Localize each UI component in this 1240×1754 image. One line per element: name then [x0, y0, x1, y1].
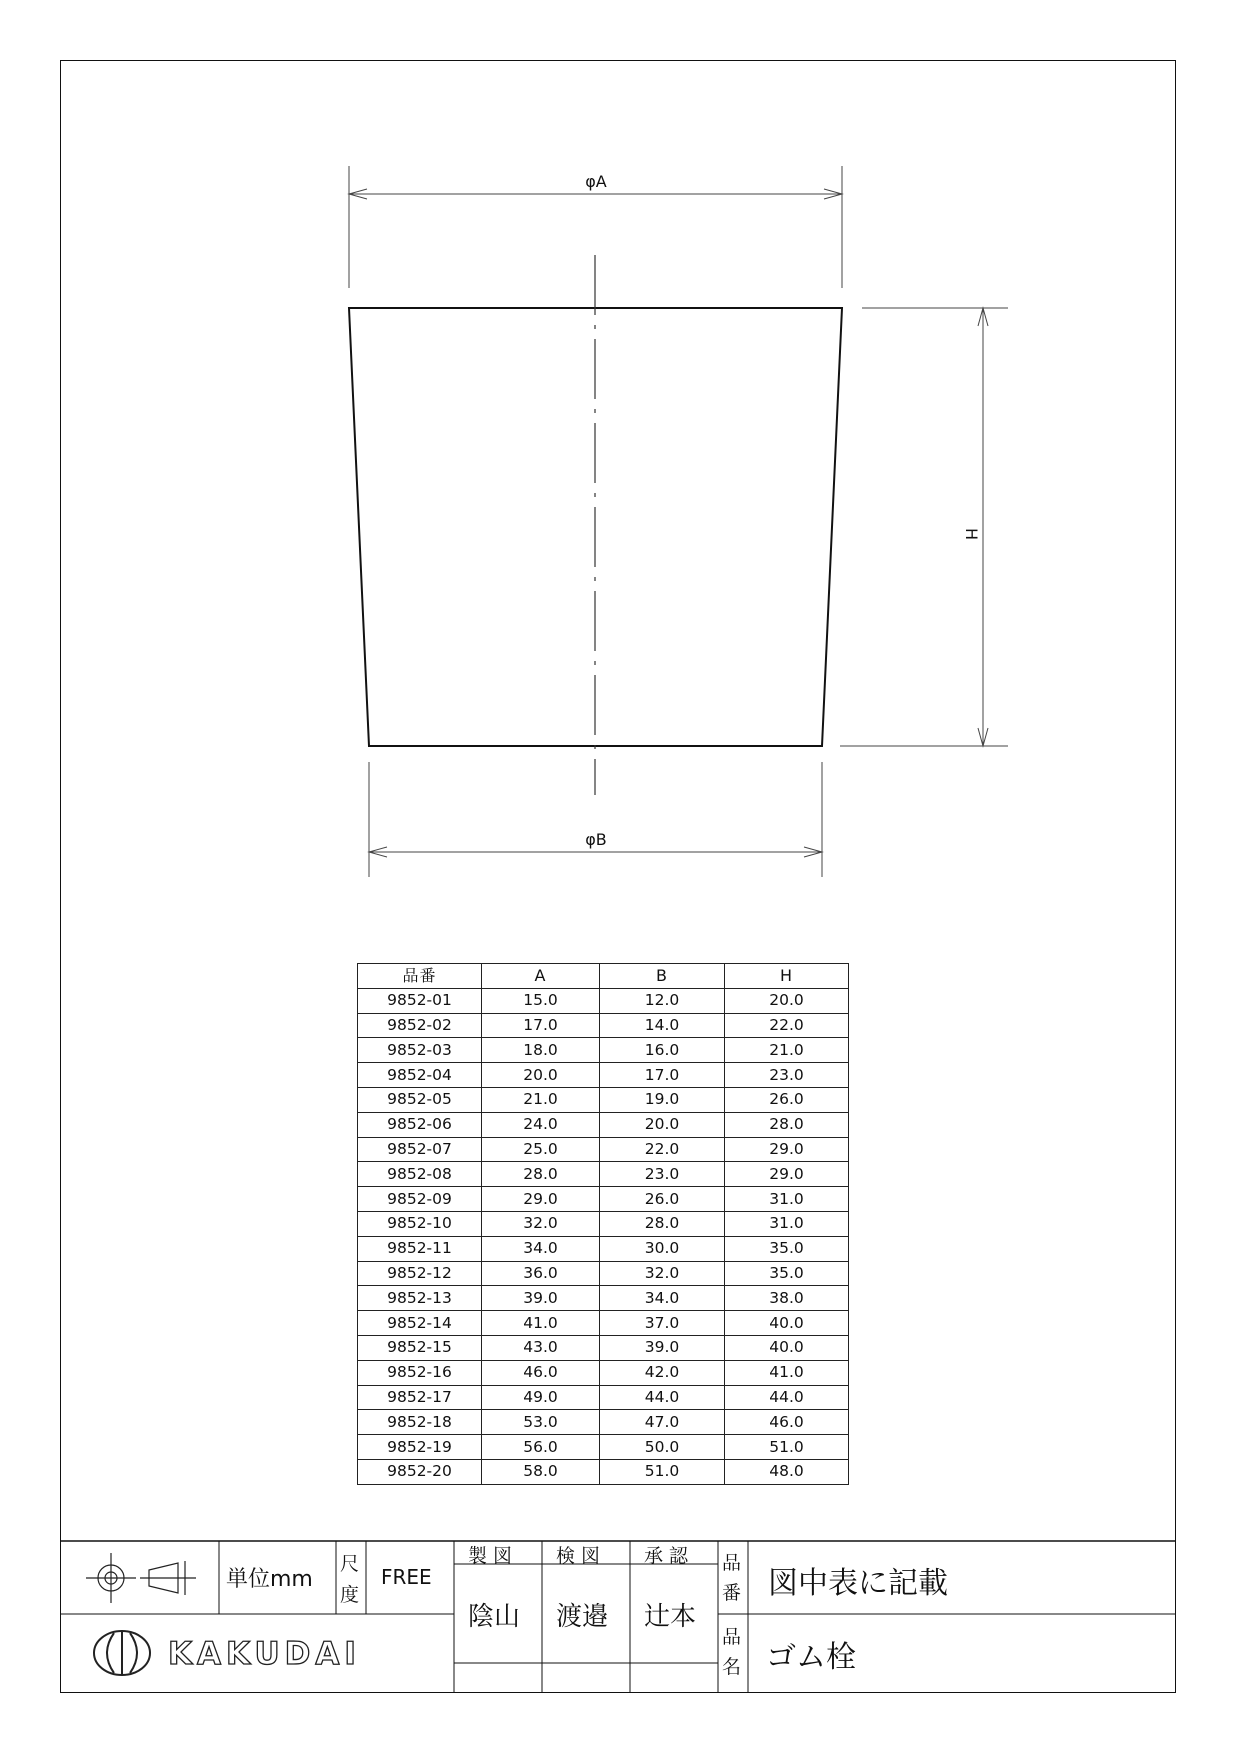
cell-part-no: 9852-12 [358, 1261, 482, 1286]
cell-a: 56.0 [482, 1435, 600, 1460]
cell-h: 46.0 [725, 1410, 849, 1435]
cell-part-no: 9852-15 [358, 1335, 482, 1360]
cell-a: 20.0 [482, 1063, 600, 1088]
cell-part-no: 9852-17 [358, 1385, 482, 1410]
cell-part-no: 9852-06 [358, 1112, 482, 1137]
cell-h: 41.0 [725, 1360, 849, 1385]
table-row [358, 1063, 849, 1088]
part-no-label-bottom: 番 [722, 1582, 742, 1604]
cell-a: 58.0 [482, 1459, 600, 1484]
cell-h: 44.0 [725, 1385, 849, 1410]
header-part-no: 品番 [358, 964, 482, 989]
cell-b: 17.0 [600, 1063, 725, 1088]
cell-b: 30.0 [600, 1236, 725, 1261]
unit-label: 単位mm [226, 1567, 313, 1592]
cell-b: 51.0 [600, 1459, 725, 1484]
cell-part-no: 9852-01 [358, 988, 482, 1013]
cell-h: 35.0 [725, 1261, 849, 1286]
cell-h: 35.0 [725, 1236, 849, 1261]
part-name-label-bottom: 名 [722, 1656, 742, 1678]
dimension-table [357, 963, 849, 1485]
checked-by: 渡邉 [556, 1602, 609, 1632]
cell-b: 50.0 [600, 1435, 725, 1460]
cell-h: 40.0 [725, 1311, 849, 1336]
cell-h: 23.0 [725, 1063, 849, 1088]
cell-b: 22.0 [600, 1137, 725, 1162]
cell-a: 41.0 [482, 1311, 600, 1336]
cell-a: 43.0 [482, 1335, 600, 1360]
cell-b: 12.0 [600, 988, 725, 1013]
table-row [358, 1360, 849, 1385]
scale-label-bottom: 度 [340, 1584, 360, 1606]
cell-part-no: 9852-14 [358, 1311, 482, 1336]
cell-part-no: 9852-16 [358, 1360, 482, 1385]
drawn-label: 製 図 [468, 1545, 513, 1567]
header-a: A [482, 964, 600, 989]
table-row [358, 1187, 849, 1212]
table-row [358, 1013, 849, 1038]
cell-a: 49.0 [482, 1385, 600, 1410]
cell-a: 36.0 [482, 1261, 600, 1286]
cell-b: 34.0 [600, 1286, 725, 1311]
cell-h: 29.0 [725, 1137, 849, 1162]
cell-a: 25.0 [482, 1137, 600, 1162]
cell-part-no: 9852-10 [358, 1211, 482, 1236]
cell-b: 42.0 [600, 1360, 725, 1385]
table-row [358, 1261, 849, 1286]
table-row [358, 1335, 849, 1360]
company-name: KAKUDAI [168, 1636, 361, 1672]
table-row [358, 1038, 849, 1063]
table-row [358, 1459, 849, 1484]
cell-b: 39.0 [600, 1335, 725, 1360]
table-row [358, 1137, 849, 1162]
cell-a: 21.0 [482, 1087, 600, 1112]
cell-b: 20.0 [600, 1112, 725, 1137]
table-row [358, 1435, 849, 1460]
cell-part-no: 9852-04 [358, 1063, 482, 1088]
cell-part-no: 9852-09 [358, 1187, 482, 1212]
cell-b: 19.0 [600, 1087, 725, 1112]
cell-part-no: 9852-20 [358, 1459, 482, 1484]
cell-part-no: 9852-18 [358, 1410, 482, 1435]
cell-b: 26.0 [600, 1187, 725, 1212]
cell-a: 15.0 [482, 988, 600, 1013]
cell-b: 37.0 [600, 1311, 725, 1336]
cell-h: 40.0 [725, 1335, 849, 1360]
header-b: B [600, 964, 725, 989]
cell-part-no: 9852-07 [358, 1137, 482, 1162]
cell-a: 17.0 [482, 1013, 600, 1038]
cell-h: 22.0 [725, 1013, 849, 1038]
table-row [358, 1211, 849, 1236]
cell-b: 14.0 [600, 1013, 725, 1038]
table-row [358, 1162, 849, 1187]
cell-b: 16.0 [600, 1038, 725, 1063]
cell-h: 20.0 [725, 988, 849, 1013]
cell-h: 48.0 [725, 1459, 849, 1484]
cell-h: 31.0 [725, 1211, 849, 1236]
cell-part-no: 9852-05 [358, 1087, 482, 1112]
scale-label-top: 尺 [340, 1553, 360, 1575]
approved-label: 承 認 [644, 1545, 689, 1567]
cell-a: 24.0 [482, 1112, 600, 1137]
checked-label: 検 図 [556, 1545, 601, 1567]
cell-h: 26.0 [725, 1087, 849, 1112]
table-row [358, 1286, 849, 1311]
cell-part-no: 9852-08 [358, 1162, 482, 1187]
cell-h: 28.0 [725, 1112, 849, 1137]
cell-b: 47.0 [600, 1410, 725, 1435]
table-row [358, 988, 849, 1013]
third-angle-projection-icon [86, 1553, 196, 1603]
cell-part-no: 9852-02 [358, 1013, 482, 1038]
cell-b: 23.0 [600, 1162, 725, 1187]
dim-a-label: φA [585, 172, 607, 191]
table-row [358, 1112, 849, 1137]
cell-h: 29.0 [725, 1162, 849, 1187]
approved-by: 辻本 [644, 1602, 697, 1632]
part-name-label-top: 品 [722, 1626, 742, 1648]
cell-a: 34.0 [482, 1236, 600, 1261]
table-row [358, 1311, 849, 1336]
header-h: H [725, 964, 849, 989]
cell-a: 28.0 [482, 1162, 600, 1187]
table-row [358, 1385, 849, 1410]
table-row [358, 1087, 849, 1112]
cell-h: 38.0 [725, 1286, 849, 1311]
cell-a: 39.0 [482, 1286, 600, 1311]
part-no-label-top: 品 [722, 1552, 742, 1574]
cell-part-no: 9852-19 [358, 1435, 482, 1460]
cell-a: 46.0 [482, 1360, 600, 1385]
table-row [358, 1410, 849, 1435]
cell-part-no: 9852-03 [358, 1038, 482, 1063]
cell-a: 29.0 [482, 1187, 600, 1212]
part-no-value: 図中表に記載 [768, 1566, 948, 1601]
cell-part-no: 9852-11 [358, 1236, 482, 1261]
cell-part-no: 9852-13 [358, 1286, 482, 1311]
cell-h: 21.0 [725, 1038, 849, 1063]
drawn-by: 陰山 [468, 1602, 521, 1632]
dim-b-label: φB [585, 830, 607, 849]
cell-a: 53.0 [482, 1410, 600, 1435]
cell-a: 18.0 [482, 1038, 600, 1063]
cell-a: 32.0 [482, 1211, 600, 1236]
cell-b: 32.0 [600, 1261, 725, 1286]
cell-b: 44.0 [600, 1385, 725, 1410]
dim-h-label: H [962, 527, 981, 541]
table-body [358, 988, 849, 1484]
cell-h: 51.0 [725, 1435, 849, 1460]
kakudai-logo-icon [94, 1631, 150, 1675]
table-header-row [358, 964, 849, 989]
cell-h: 31.0 [725, 1187, 849, 1212]
part-name-value: ゴム栓 [766, 1640, 856, 1675]
cell-b: 28.0 [600, 1211, 725, 1236]
scale-value: FREE [381, 1565, 432, 1589]
table-row [358, 1236, 849, 1261]
